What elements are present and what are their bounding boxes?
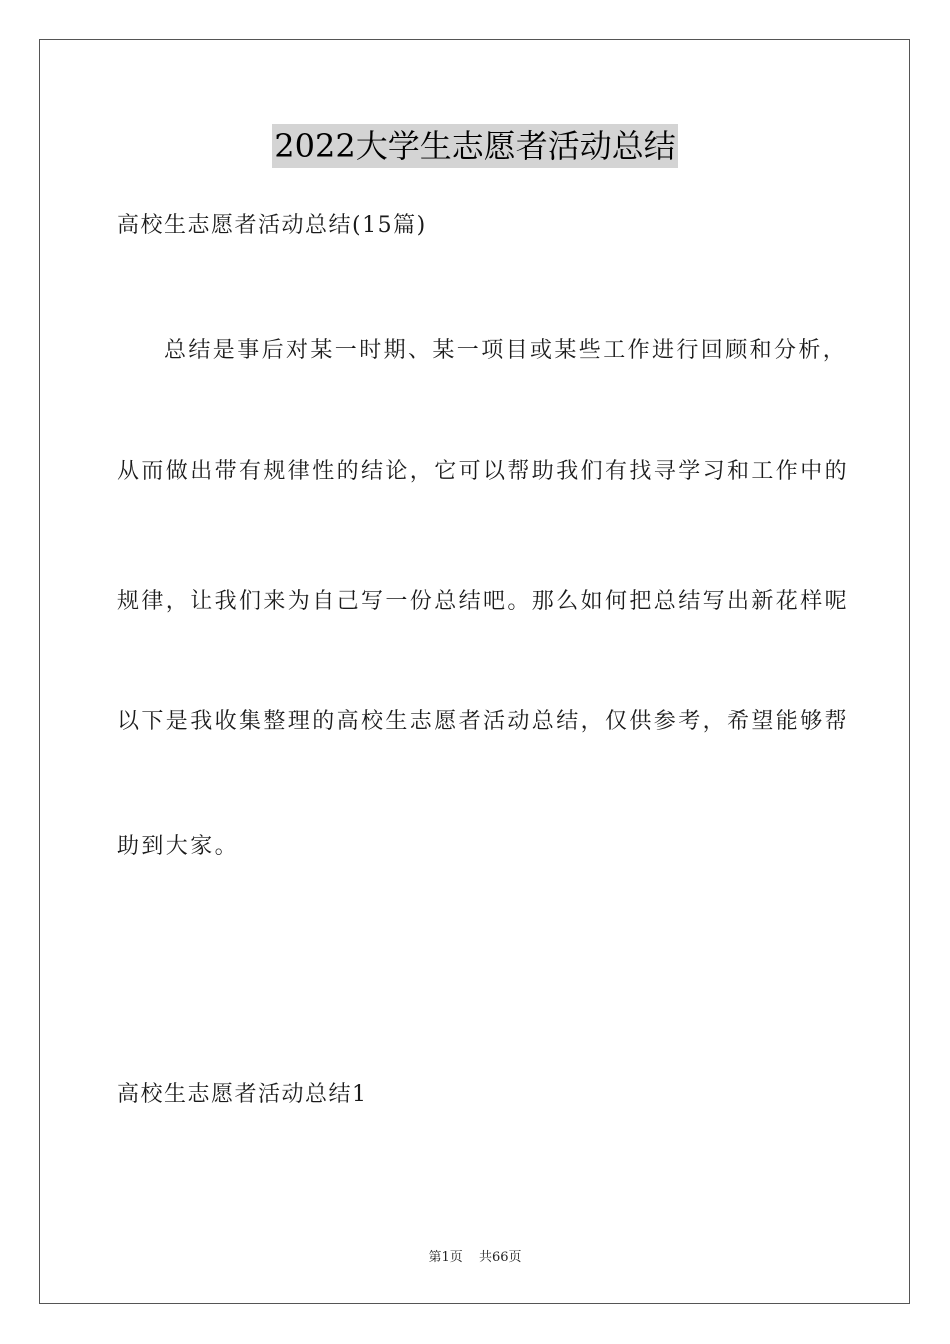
page-footer (0, 1246, 950, 1265)
page-number: 第1页 (428, 1250, 463, 1265)
intro-line: 规律，让我们来为自己写一份总结吧。那么如何把总结写出新花样呢 (117, 589, 850, 614)
intro-line: 从而做出带有规律性的结论，它可以帮助我们有找寻学习和工作中的 (117, 459, 850, 484)
document-subtitle: 高校生志愿者活动总结(15篇) (117, 213, 427, 238)
intro-line: 总结是事后对某一时期、某一项目或某些工作进行回顾和分析， (164, 338, 848, 363)
intro-line: 以下是我收集整理的高校生志愿者活动总结，仅供参考，希望能够帮 (117, 709, 850, 734)
intro-line: 助到大家。 (117, 834, 240, 859)
page-total: 共66页 (478, 1250, 522, 1265)
section-heading: 高校生志愿者活动总结1 (117, 1082, 368, 1107)
document-title: 2022大学生志愿者活动总结 (272, 124, 677, 168)
title-container (0, 124, 950, 168)
